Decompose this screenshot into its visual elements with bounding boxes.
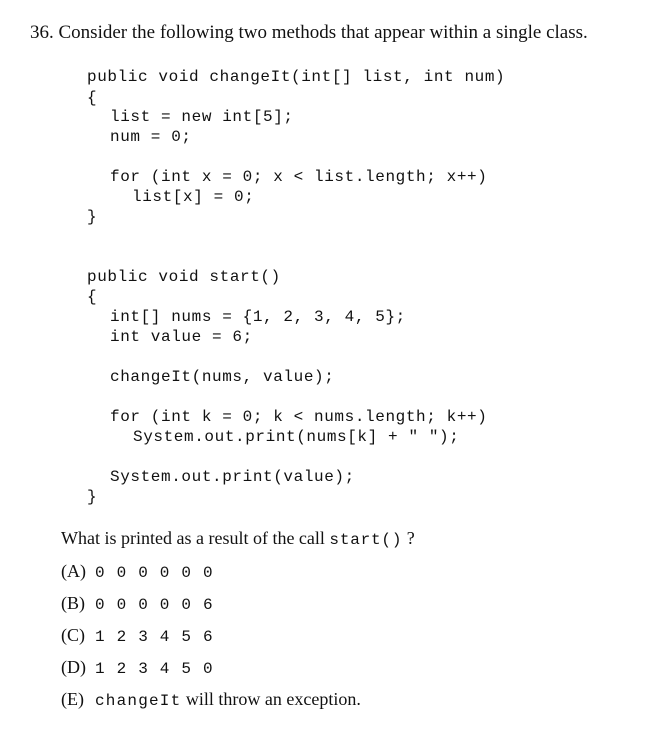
choice-label: (E) <box>61 689 84 709</box>
prompt-text: What is printed as a result of the call <box>61 528 325 548</box>
choice-value: 0 0 0 0 0 6 <box>95 596 214 614</box>
code-line: public void start() <box>87 268 281 286</box>
choice-b[interactable] <box>61 593 214 614</box>
code-line: System.out.print(nums[k] + " "); <box>133 428 460 446</box>
question-number: 36. <box>30 22 54 43</box>
code-line: } <box>87 208 98 226</box>
choice-c[interactable] <box>61 625 214 646</box>
code-line: list[x] = 0; <box>132 188 255 206</box>
code-line: list = new int[5]; <box>110 108 294 126</box>
code-line: public void changeIt(int[] list, int num) <box>87 68 506 86</box>
choice-value: 0 0 0 0 0 0 <box>95 564 214 582</box>
code-line: int[] nums = {1, 2, 3, 4, 5}; <box>110 308 406 326</box>
choice-label: (A) <box>61 561 86 581</box>
choice-d[interactable] <box>61 657 214 678</box>
choice-label: (C) <box>61 625 85 645</box>
choice-suffix: will throw an exception. <box>185 689 361 709</box>
choice-label: (B) <box>61 593 85 613</box>
code-line: for (int k = 0; k < nums.length; k++) <box>110 408 488 426</box>
code-line: changeIt(nums, value); <box>110 368 335 386</box>
choice-value: 1 2 3 4 5 6 <box>95 628 214 646</box>
code-line: int value = 6; <box>110 328 253 346</box>
code-line: { <box>87 288 98 306</box>
prompt-line <box>61 528 415 549</box>
choice-value: changeIt <box>95 692 182 710</box>
choice-e[interactable] <box>61 689 361 710</box>
code-line: { <box>87 89 98 107</box>
code-line: } <box>87 488 98 506</box>
choice-a[interactable] <box>61 561 214 582</box>
choice-value: 1 2 3 4 5 0 <box>95 660 214 678</box>
prompt-code: start() <box>329 531 403 549</box>
code-line: num = 0; <box>110 128 192 146</box>
prompt-question-mark: ? <box>406 528 415 548</box>
question-text: Consider the following two methods that appear within a single class. <box>58 22 588 43</box>
choice-label: (D) <box>61 657 86 677</box>
code-line: System.out.print(value); <box>110 468 355 486</box>
code-line: for (int x = 0; x < list.length; x++) <box>110 168 488 186</box>
